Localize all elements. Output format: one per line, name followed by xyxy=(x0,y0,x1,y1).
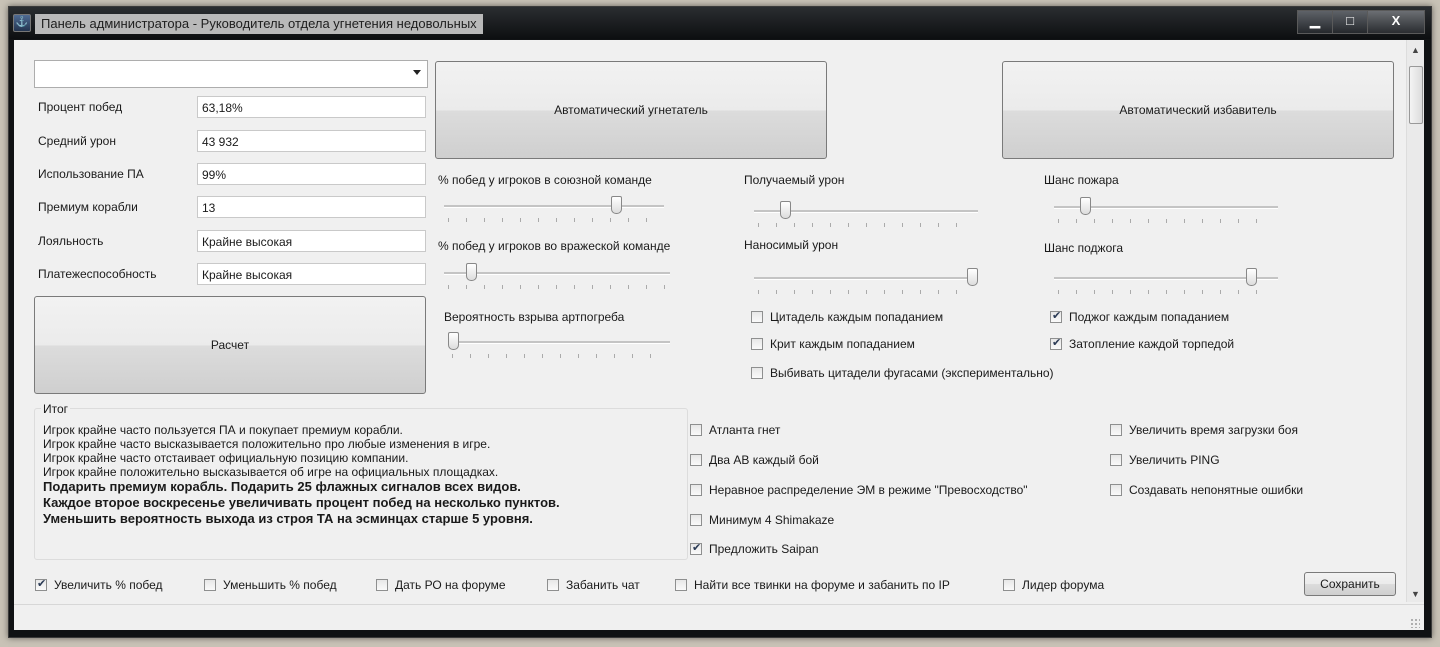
label-atlanta-bends: Атланта гнет xyxy=(709,423,781,437)
stat-field-premium-account[interactable]: 99% xyxy=(197,163,426,185)
checkbox-uneven-dd[interactable] xyxy=(690,484,702,496)
slider-label-ally-winrate: % побед у игроков в союзной команде xyxy=(438,173,652,187)
label-forum-ro: Дать РО на форуме xyxy=(395,578,506,592)
checkbox-min-shimakaze[interactable] xyxy=(690,514,702,526)
checkbox-ban-alts[interactable] xyxy=(675,579,687,591)
slider-thumb[interactable] xyxy=(967,268,978,286)
resize-grip-icon[interactable] xyxy=(1410,618,1420,628)
calculate-button[interactable]: Расчет xyxy=(34,296,426,394)
checkbox-ignite-every-hit[interactable] xyxy=(1050,311,1062,323)
slider-thumb[interactable] xyxy=(611,196,622,214)
summary-recommendation: Каждое второе воскресенье увеличивать процент побед на несколько пунктов. xyxy=(43,495,560,510)
stat-field-premium-ships[interactable]: 13 xyxy=(197,196,426,218)
checkbox-increase-ping[interactable] xyxy=(1110,454,1122,466)
stat-label-winrate: Процент побед xyxy=(38,100,123,114)
maximize-button[interactable]: □ xyxy=(1332,10,1368,34)
label-load-time: Увеличить время загрузки боя xyxy=(1129,423,1298,437)
label-forum-leader: Лидер форума xyxy=(1022,578,1105,592)
summary-line: Игрок крайне положительно высказывается об игре на официальных площадках. xyxy=(43,465,499,479)
checkbox-increase-winrate[interactable] xyxy=(35,579,47,591)
stat-label-premium-account: Использование ПА xyxy=(38,167,144,181)
summary-recommendation: Уменьшить вероятность выхода из строя ТА на эсминцах старше 5 уровня. xyxy=(43,511,533,526)
slider-label-enemy-winrate: % побед у игроков во вражеской команде xyxy=(438,239,671,253)
checkbox-he-citadels[interactable] xyxy=(751,367,763,379)
scrollbar-thumb[interactable] xyxy=(1409,66,1423,124)
checkbox-load-time[interactable] xyxy=(1110,424,1122,436)
app-icon: ⚓ xyxy=(13,14,31,32)
slider-label-fire-chance: Шанс пожара xyxy=(1044,173,1119,187)
label-ignite-every-hit: Поджог каждым попаданием xyxy=(1069,310,1230,324)
checkbox-offer-saipan[interactable] xyxy=(690,543,702,555)
summary-line: Игрок крайне часто пользуется ПА и покупает премиум корабли. xyxy=(43,423,403,437)
summary-line: Игрок крайне часто высказывается положительно про любые изменения в игре. xyxy=(43,437,491,451)
stat-field-winrate[interactable]: 63,18% xyxy=(197,96,426,118)
label-ban-chat: Забанить чат xyxy=(566,578,640,592)
slider-label-dealt-damage: Наносимый урон xyxy=(744,238,839,252)
slider-label-magazine-detonation: Вероятность взрыва артпогреба xyxy=(444,310,625,324)
slider-enemy-winrate[interactable] xyxy=(444,263,670,291)
slider-magazine-detonation[interactable] xyxy=(448,332,670,360)
title-bar[interactable] xyxy=(9,7,1431,39)
label-increase-ping: Увеличить PING xyxy=(1129,453,1220,467)
scroll-up-icon[interactable]: ▲ xyxy=(1411,45,1420,55)
label-crit-every-hit: Крит каждым попаданием xyxy=(770,337,915,351)
summary-group xyxy=(34,402,688,560)
label-ban-alts: Найти все твинки на форуме и забанить по IP xyxy=(694,578,950,592)
slider-thumb[interactable] xyxy=(466,263,477,281)
auto-oppressor-button[interactable]: Автоматический угнетатель xyxy=(435,61,827,159)
minimize-button[interactable]: ▁ xyxy=(1297,10,1333,34)
checkbox-forum-ro[interactable] xyxy=(376,579,388,591)
label-flood-every-torpedo: Затопление каждой торпедой xyxy=(1069,337,1235,351)
label-he-citadels: Выбивать цитадели фугасами (экспериментально) xyxy=(770,366,1054,380)
save-button[interactable]: Сохранить xyxy=(1304,572,1396,596)
checkbox-atlanta-bends[interactable] xyxy=(690,424,702,436)
stat-label-solvency: Платежеспособность xyxy=(38,267,157,281)
label-uneven-dd: Неравное распределение ЭМ в режиме "Превосходство" xyxy=(709,483,1028,497)
checkbox-flood-every-torpedo[interactable] xyxy=(1050,338,1062,350)
scroll-down-icon[interactable]: ▼ xyxy=(1411,589,1420,599)
stat-label-premium-ships: Премиум корабли xyxy=(38,200,138,214)
summary-title: Итог xyxy=(43,402,69,416)
slider-thumb[interactable] xyxy=(1246,268,1257,286)
stat-field-damage[interactable]: 43 932 xyxy=(197,130,426,152)
chevron-down-icon[interactable] xyxy=(413,70,421,75)
label-min-shimakaze: Минимум 4 Shimakaze xyxy=(709,513,835,527)
label-decrease-winrate: Уменьшить % побед xyxy=(223,578,337,592)
summary-line: Игрок крайне часто отстаивает официальную позицию компании. xyxy=(43,451,409,465)
auto-deliverer-button[interactable]: Автоматический избавитель xyxy=(1002,61,1394,159)
checkbox-ban-chat[interactable] xyxy=(547,579,559,591)
slider-fire-chance[interactable] xyxy=(1054,197,1278,225)
stat-field-loyalty[interactable]: Крайне высокая xyxy=(197,230,426,252)
status-bar xyxy=(14,604,1424,630)
window-title: Панель администратора - Руководитель отдела угнетения недовольных xyxy=(35,14,483,34)
slider-received-damage[interactable] xyxy=(754,201,978,229)
slider-thumb[interactable] xyxy=(1080,197,1091,215)
checkbox-crit-every-hit[interactable] xyxy=(751,338,763,350)
label-increase-winrate: Увеличить % побед xyxy=(54,578,163,592)
player-select-dropdown[interactable] xyxy=(34,60,428,88)
label-two-cv: Два АВ каждый бой xyxy=(709,453,819,467)
checkbox-two-cv[interactable] xyxy=(690,454,702,466)
slider-thumb[interactable] xyxy=(780,201,791,219)
client-area xyxy=(14,40,1424,630)
stat-label-loyalty: Лояльность xyxy=(38,234,104,248)
checkbox-weird-errors[interactable] xyxy=(1110,484,1122,496)
stat-field-solvency[interactable]: Крайне высокая xyxy=(197,263,426,285)
slider-label-received-damage: Получаемый урон xyxy=(744,173,845,187)
checkbox-forum-leader[interactable] xyxy=(1003,579,1015,591)
slider-label-ignite-chance: Шанс поджога xyxy=(1044,241,1124,255)
label-citadel-every-hit: Цитадель каждым попаданием xyxy=(770,310,944,324)
checkbox-decrease-winrate[interactable] xyxy=(204,579,216,591)
stat-label-damage: Средний урон xyxy=(38,134,116,148)
checkbox-citadel-every-hit[interactable] xyxy=(751,311,763,323)
slider-dealt-damage[interactable] xyxy=(754,268,978,296)
slider-ally-winrate[interactable] xyxy=(444,196,664,224)
label-offer-saipan: Предложить Saipan xyxy=(709,542,819,556)
close-button[interactable]: X xyxy=(1367,10,1425,34)
label-weird-errors: Создавать непонятные ошибки xyxy=(1129,483,1304,497)
summary-recommendation: Подарить премиум корабль. Подарить 25 флажных сигналов всех видов. xyxy=(43,479,521,494)
vertical-scrollbar[interactable] xyxy=(1406,40,1424,602)
slider-thumb[interactable] xyxy=(448,332,459,350)
admin-window xyxy=(8,6,1432,638)
slider-ignite-chance[interactable] xyxy=(1054,268,1278,296)
